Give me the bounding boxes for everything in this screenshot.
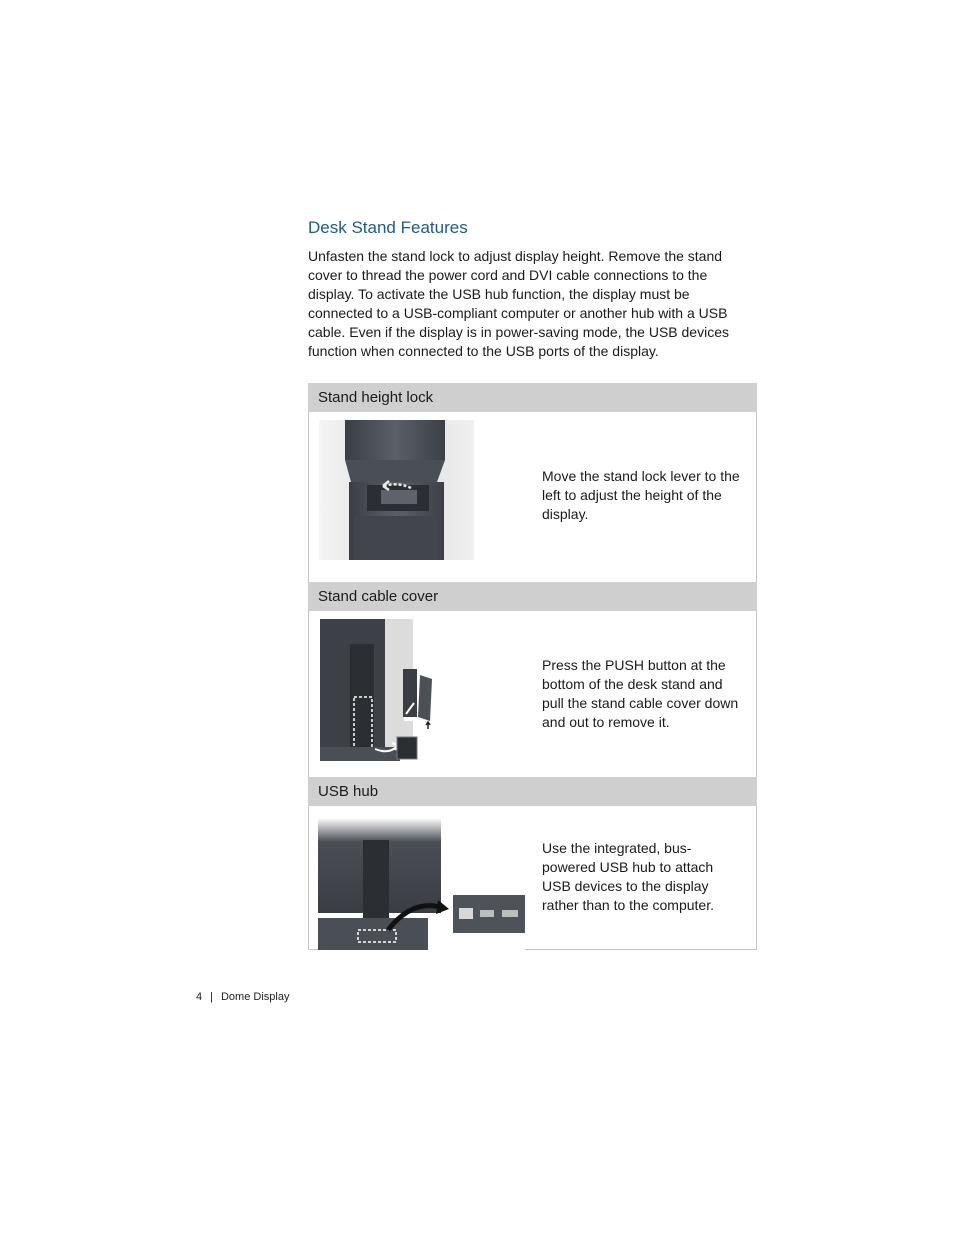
stand-cable-cover-photo [320,619,445,769]
section-header-usb-hub: USB hub [308,777,757,806]
section-body-stand-cable-cover [308,611,757,777]
section-body-stand-height-lock [308,412,757,582]
page-number: 4 [196,991,203,1003]
features-table [308,383,757,950]
section-heading: Desk Stand Features [308,218,468,237]
section-header-stand-height-lock: Stand height lock [308,383,757,412]
section-text-stand-height-lock: Move the stand lock lever to the left to adjust the height of the display. [542,468,740,522]
footer-separator: | [210,991,213,1003]
section-body-usb-hub [308,806,757,950]
intro-paragraph: Unfasten the stand lock to adjust display height. Remove the stand cover to thread the power cord and DVI cable connections to the display. To activate the USB hub function, the display must be connected to a USB-compliant computer or another hub with a USB cable. Even if the display is in power-saving mode, the USB devices function when connected to the USB ports of the display. [308,248,729,359]
stand-height-lock-photo [319,420,474,560]
document-title: Dome Display [220,991,290,1003]
section-text-stand-cable-cover: Press the PUSH button at the bottom of the desk stand and pull the stand cable cover down and out to remove it. [542,657,739,730]
usb-hub-photo [318,818,525,950]
page-footer [196,991,289,1003]
section-header-stand-cable-cover: Stand cable cover [308,582,757,611]
section-text-usb-hub: Use the integrated, bus-powered USB hub to attach USB devices to the display rather than to the computer. [542,840,714,913]
